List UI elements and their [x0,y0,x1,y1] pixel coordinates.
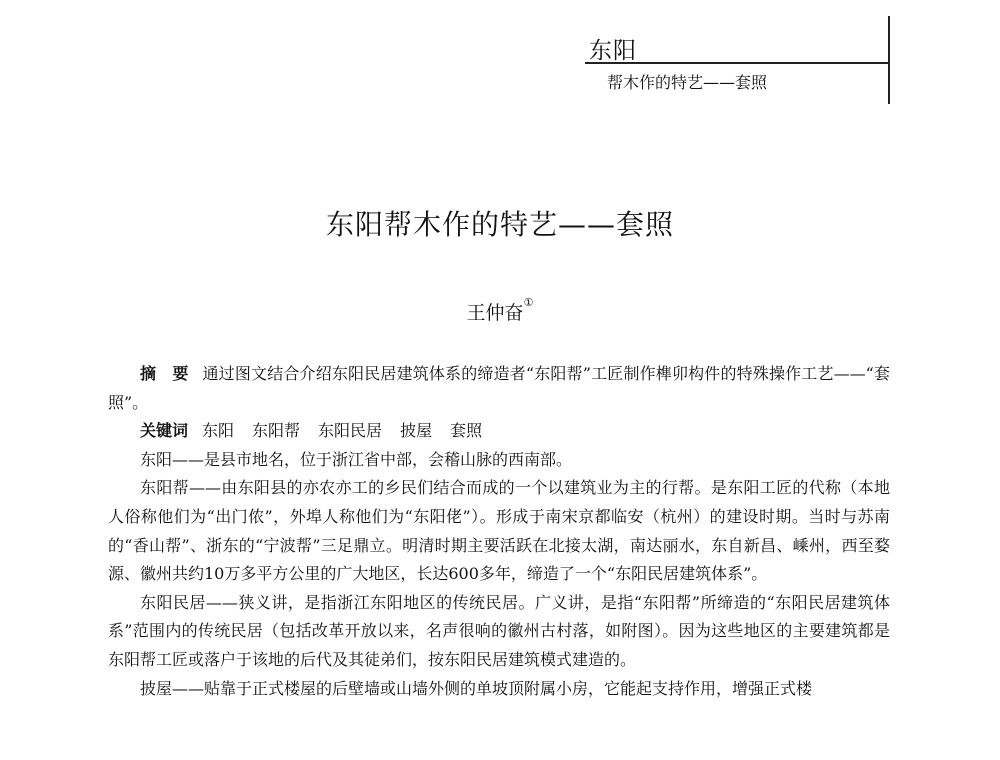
abstract-label: 摘 要 [140,364,189,383]
running-header-subtitle: 帮木作的特艺——套照 [607,73,768,92]
abstract [108,360,890,417]
keyword: 东阳民居 [318,421,383,441]
keyword: 套照 [450,421,483,441]
running-header-series: 东阳 [589,38,637,64]
running-header-rule [585,62,888,64]
keyword: 披屋 [400,421,433,441]
running-header [585,22,890,102]
paragraph-piwu: 披屋——贴靠于正式楼屋的后壁墙或山墙外侧的单坡顶附属小房，它能起支持作用，增强正式楼 [140,678,813,698]
author-name: 王仲奋 [466,302,524,324]
keywords-label: 关键词 [140,421,189,441]
paragraph-dongyang-bang: 东阳帮——由东阳县的亦农亦工的乡民们结合而成的一个以建筑业为主的行帮。是东阳工匠的代称（本地人俗称他们为“出门侬”，外埠人称他们为“东阳佬”）。形成于南宋京都临安（杭州）的建设时期。当时与苏南的“香山帮”、浙东的“宁波帮”三足鼎立。明清时期主要活跃在北接太湖，南达丽水，东自新昌、嵊州，西至婺源、徽州共约10万多平方公里的广大地区，长达600多年，缔造了一个“东阳民居建筑体系”。 [108,478,890,584]
author [0,298,1000,325]
running-header-vertical-rule [888,16,890,104]
article-title: 东阳帮木作的特艺——套照 [325,208,674,241]
keyword: 东阳 [202,421,235,441]
keyword: 东阳帮 [252,421,301,441]
paragraph-dongyang-minju: 东阳民居——狭义讲，是指浙江东阳地区的传统民居。广义讲，是指“东阳帮”所缔造的“东阳民居建筑体系”范围内的传统民居（包括改革开放以来，名声很响的徽州古村落，如附图）。因为这些地区的主要建筑都是东阳帮工匠或落户于该地的后代及其徒弟们，按东阳民居建筑模式建造的。 [108,592,890,669]
article-body [108,360,890,703]
paragraph-dongyang: 东阳——是县市地名，位于浙江省中部，会稽山脉的西南部。 [140,449,573,469]
author-footnote-mark: ① [523,296,534,309]
abstract-text: 通过图文结合介绍东阳民居建筑体系的缔造者“东阳帮”工匠制作榫卯构件的特殊操作工艺——“套照”。 [108,364,890,412]
keywords [108,417,890,446]
